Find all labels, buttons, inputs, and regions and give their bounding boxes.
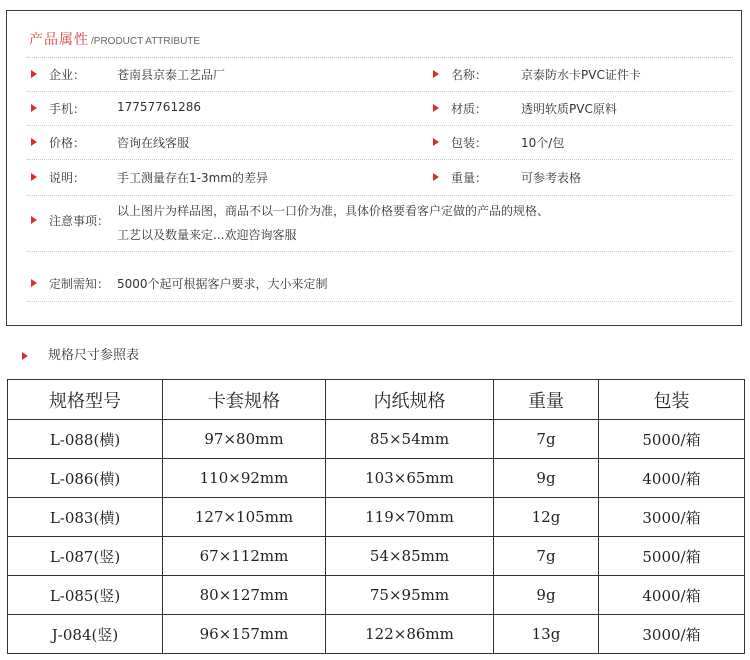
attr-value: 透明软质PVC原料 xyxy=(521,102,617,116)
cell-weight: 7g xyxy=(494,537,599,576)
table-row xyxy=(8,615,745,654)
custom-value: 5000个起可根据客户要求，大小来定制 xyxy=(117,277,328,291)
attribute-title-cn: 产品属性 xyxy=(29,32,89,48)
cell-insert-size: 75×95mm xyxy=(326,576,494,615)
bullet-arrow-icon xyxy=(31,173,37,181)
cell-model: J-084(竖) xyxy=(8,615,163,654)
cell-weight: 12g xyxy=(494,498,599,537)
attr-value: 咨询在线客服 xyxy=(117,136,190,150)
bullet-arrow-icon xyxy=(31,70,37,78)
attribute-row xyxy=(27,91,733,126)
cell-packing: 5000/箱 xyxy=(599,537,745,576)
bullet-arrow-icon xyxy=(31,216,37,224)
attr-label: 重量： xyxy=(451,171,488,185)
cell-insert-size: 85×54mm xyxy=(326,420,494,459)
table-row xyxy=(8,576,745,615)
cell-sleeve-size: 97×80mm xyxy=(163,420,326,459)
bullet-arrow-icon xyxy=(31,138,37,146)
cell-model: L-083(横) xyxy=(8,498,163,537)
notice-text xyxy=(117,199,549,247)
custom-row xyxy=(27,251,733,302)
attr-value: 苍南县京泰工艺品厂 xyxy=(117,68,226,82)
cell-packing: 3000/箱 xyxy=(599,615,745,654)
cell-model: L-087(竖) xyxy=(8,537,163,576)
cell-insert-size: 122×86mm xyxy=(326,615,494,654)
cell-packing: 3000/箱 xyxy=(599,498,745,537)
table-row xyxy=(8,498,745,537)
table-row xyxy=(8,537,745,576)
bullet-arrow-icon xyxy=(22,352,28,360)
column-header-sleeve-size: 卡套规格 xyxy=(163,380,326,420)
attr-label: 材质： xyxy=(451,102,488,116)
attribute-title-en: /PRODUCT ATTRIBUTE xyxy=(91,36,201,47)
cell-packing: 4000/箱 xyxy=(599,459,745,498)
attr-value: 10个/包 xyxy=(521,136,565,150)
attribute-row xyxy=(27,57,733,92)
cell-model: L-088(横) xyxy=(8,420,163,459)
notice-row xyxy=(27,195,733,252)
column-header-model: 规格型号 xyxy=(8,380,163,420)
bullet-arrow-icon xyxy=(433,70,439,78)
table-row xyxy=(8,459,745,498)
cell-sleeve-size: 127×105mm xyxy=(163,498,326,537)
attribute-row xyxy=(27,159,733,196)
column-header-weight: 重量 xyxy=(494,380,599,420)
notice-label: 注意事项： xyxy=(49,214,110,228)
attr-value: 手工测量存在1-3mm的差异 xyxy=(117,171,268,185)
cell-sleeve-size: 110×92mm xyxy=(163,459,326,498)
attr-value: 17757761286 xyxy=(117,100,201,114)
column-header-packing: 包装 xyxy=(599,380,745,420)
notice-line-1: 以上图片为样品图，商品不以一口价为准，具体价格要看客户定做的产品的规格、 xyxy=(117,204,550,218)
cell-sleeve-size: 67×112mm xyxy=(163,537,326,576)
cell-weight: 13g xyxy=(494,615,599,654)
attr-label: 价格： xyxy=(49,136,86,150)
bullet-arrow-icon xyxy=(433,138,439,146)
cell-model: L-086(横) xyxy=(8,459,163,498)
bullet-arrow-icon xyxy=(31,279,37,287)
cell-weight: 9g xyxy=(494,576,599,615)
cell-weight: 9g xyxy=(494,459,599,498)
product-attribute-panel xyxy=(6,10,742,326)
attribute-title xyxy=(29,29,200,52)
cell-packing: 4000/箱 xyxy=(599,576,745,615)
column-header-insert-size: 内纸规格 xyxy=(326,380,494,420)
attr-label: 包装： xyxy=(451,136,488,150)
spec-heading-text: 规格尺寸参照表 xyxy=(48,348,140,363)
attr-label: 手机： xyxy=(49,102,86,116)
cell-packing: 5000/箱 xyxy=(599,420,745,459)
spec-table xyxy=(7,379,745,654)
custom-label: 定制需知： xyxy=(49,277,110,291)
cell-weight: 7g xyxy=(494,420,599,459)
table-row xyxy=(8,420,745,459)
attr-label: 名称： xyxy=(451,68,488,82)
notice-line-2: 工艺以及数量来定...欢迎咨询客服 xyxy=(117,228,297,242)
bullet-arrow-icon xyxy=(31,104,37,112)
cell-insert-size: 103×65mm xyxy=(326,459,494,498)
attr-label: 企业： xyxy=(49,68,86,82)
cell-sleeve-size: 96×157mm xyxy=(163,615,326,654)
attr-label: 说明： xyxy=(49,171,86,185)
cell-insert-size: 54×85mm xyxy=(326,537,494,576)
cell-model: L-085(竖) xyxy=(8,576,163,615)
cell-sleeve-size: 80×127mm xyxy=(163,576,326,615)
bullet-arrow-icon xyxy=(433,173,439,181)
cell-insert-size: 119×70mm xyxy=(326,498,494,537)
attribute-header xyxy=(27,29,733,58)
table-header-row xyxy=(8,380,745,420)
attribute-row xyxy=(27,125,733,160)
attr-value: 可参考表格 xyxy=(521,171,582,185)
attr-value: 京泰防水卡PVC证件卡 xyxy=(521,68,641,82)
bullet-arrow-icon xyxy=(433,104,439,112)
